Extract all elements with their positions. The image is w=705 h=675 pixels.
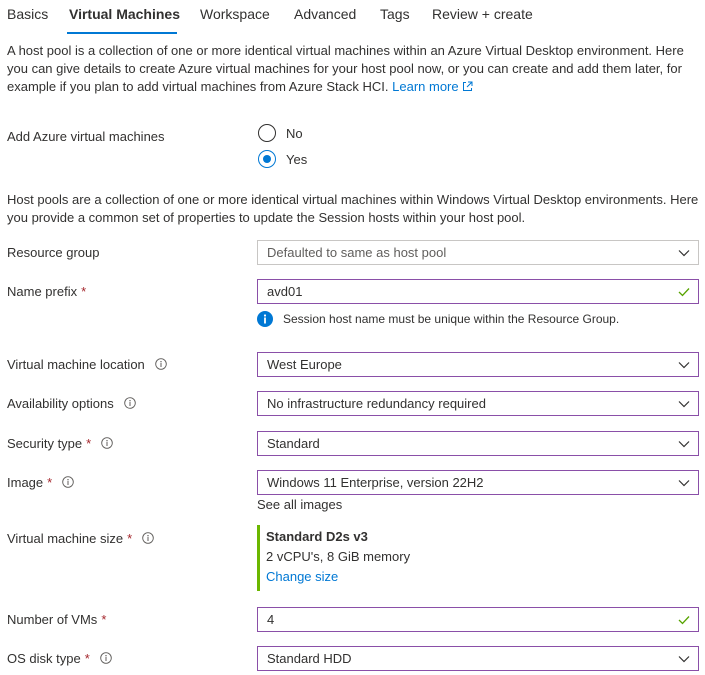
vm-size-spec: 2 vCPU's, 8 GiB memory bbox=[266, 549, 411, 564]
intro-paragraph bbox=[7, 42, 699, 96]
required-mark: * bbox=[47, 474, 53, 490]
chevron-down-icon bbox=[670, 432, 698, 455]
checkmark-icon bbox=[670, 608, 698, 631]
image-label bbox=[7, 473, 74, 491]
name-prefix-label bbox=[7, 282, 86, 300]
image-label-text: Image bbox=[7, 474, 44, 490]
intro-text: A host pool is a collection of one or more identical virtual machines within an Azure Virtual Desktop environment. Here you can give details to create Azure virtual machines for your host pool now, or you can create and add them later, for example if you plan to add virtual machines from Azure Stack HCI. bbox=[7, 43, 684, 94]
radio-yes[interactable] bbox=[258, 149, 307, 169]
chevron-down-icon bbox=[670, 471, 698, 494]
radio-yes-circle[interactable] bbox=[258, 150, 276, 168]
num-vms-input[interactable] bbox=[257, 607, 699, 632]
security-type-label bbox=[7, 434, 113, 452]
num-vms-label-text: Number of VMs bbox=[7, 611, 98, 627]
os-disk-dropdown[interactable] bbox=[257, 646, 699, 671]
radio-yes-label: Yes bbox=[286, 151, 308, 167]
change-size-link[interactable]: Change size bbox=[266, 569, 339, 584]
image-value: Windows 11 Enterprise, version 22H2 bbox=[267, 475, 484, 490]
vm-size-name: Standard D2s v3 bbox=[266, 529, 368, 544]
radio-no[interactable] bbox=[258, 123, 303, 143]
info-icon[interactable] bbox=[62, 476, 74, 488]
add-vms-label-text: Add Azure virtual machines bbox=[7, 128, 165, 144]
info-icon[interactable] bbox=[124, 397, 136, 409]
info-icon[interactable] bbox=[142, 532, 154, 544]
required-mark: * bbox=[127, 530, 133, 546]
availability-label bbox=[7, 394, 136, 412]
tab-advanced[interactable]: Advanced bbox=[294, 6, 357, 22]
availability-dropdown[interactable] bbox=[257, 391, 699, 416]
radio-no-circle[interactable] bbox=[258, 124, 276, 142]
tab-bar bbox=[0, 0, 705, 36]
tab-workspace[interactable]: Workspace bbox=[200, 6, 270, 22]
chevron-down-icon bbox=[670, 392, 698, 415]
resource-group-dropdown[interactable] bbox=[257, 240, 699, 265]
info-icon[interactable] bbox=[100, 652, 112, 664]
required-mark: * bbox=[86, 435, 92, 451]
checkmark-icon bbox=[670, 280, 698, 303]
name-prefix-label-text: Name prefix bbox=[7, 283, 78, 299]
tab-basics[interactable]: Basics bbox=[7, 6, 49, 22]
info-icon[interactable] bbox=[101, 437, 113, 449]
chevron-down-icon bbox=[670, 353, 698, 376]
learn-more-link[interactable] bbox=[392, 79, 473, 94]
vm-location-value: West Europe bbox=[267, 357, 342, 372]
os-disk-value: Standard HDD bbox=[267, 651, 352, 666]
num-vms-label bbox=[7, 610, 106, 628]
security-type-dropdown[interactable] bbox=[257, 431, 699, 456]
required-mark: * bbox=[84, 650, 90, 666]
chevron-down-icon bbox=[670, 647, 698, 670]
tab-virtual-machines[interactable]: Virtual Machines bbox=[69, 6, 181, 22]
tab-tags[interactable]: Tags bbox=[380, 6, 410, 22]
chevron-down-icon bbox=[670, 241, 698, 264]
vm-location-label bbox=[7, 355, 167, 373]
security-type-value: Standard bbox=[267, 436, 320, 451]
image-dropdown[interactable] bbox=[257, 470, 699, 495]
vm-size-card bbox=[257, 525, 410, 591]
vm-size-label-text: Virtual machine size bbox=[7, 530, 124, 546]
info-filled-icon bbox=[257, 311, 273, 327]
tab-review-create[interactable]: Review + create bbox=[432, 6, 533, 22]
active-tab-indicator bbox=[67, 32, 177, 34]
section-description: Host pools are a collection of one or more identical virtual machines within Windows Virtual Desktop environments. Here you provide a common set of properties to update the Session hosts within your host pool. bbox=[7, 192, 699, 225]
resource-group-label bbox=[7, 243, 100, 261]
resource-group-label-text: Resource group bbox=[7, 244, 100, 260]
name-prefix-hint bbox=[257, 311, 619, 327]
num-vms-value: 4 bbox=[267, 612, 275, 627]
availability-value: No infrastructure redundancy required bbox=[267, 396, 486, 411]
vm-location-label-text: Virtual machine location bbox=[7, 356, 145, 372]
security-type-label-text: Security type bbox=[7, 435, 83, 451]
resource-group-value: Defaulted to same as host pool bbox=[267, 245, 447, 260]
name-prefix-input[interactable] bbox=[257, 279, 699, 304]
os-disk-label-text: OS disk type bbox=[7, 650, 81, 666]
learn-more-label: Learn more bbox=[392, 79, 459, 94]
name-prefix-value: avd01 bbox=[267, 284, 303, 299]
required-mark: * bbox=[101, 611, 107, 627]
radio-no-label: No bbox=[286, 125, 303, 141]
info-icon[interactable] bbox=[155, 358, 167, 370]
name-prefix-hint-text: Session host name must be unique within the Resource Group. bbox=[283, 312, 620, 326]
vm-location-dropdown[interactable] bbox=[257, 352, 699, 377]
os-disk-label bbox=[7, 649, 112, 667]
required-mark: * bbox=[81, 283, 87, 299]
external-link-icon bbox=[462, 81, 473, 92]
availability-label-text: Availability options bbox=[7, 395, 114, 411]
see-all-images-link[interactable]: See all images bbox=[257, 496, 343, 512]
add-vms-label bbox=[7, 127, 165, 145]
vm-size-label bbox=[7, 529, 154, 547]
